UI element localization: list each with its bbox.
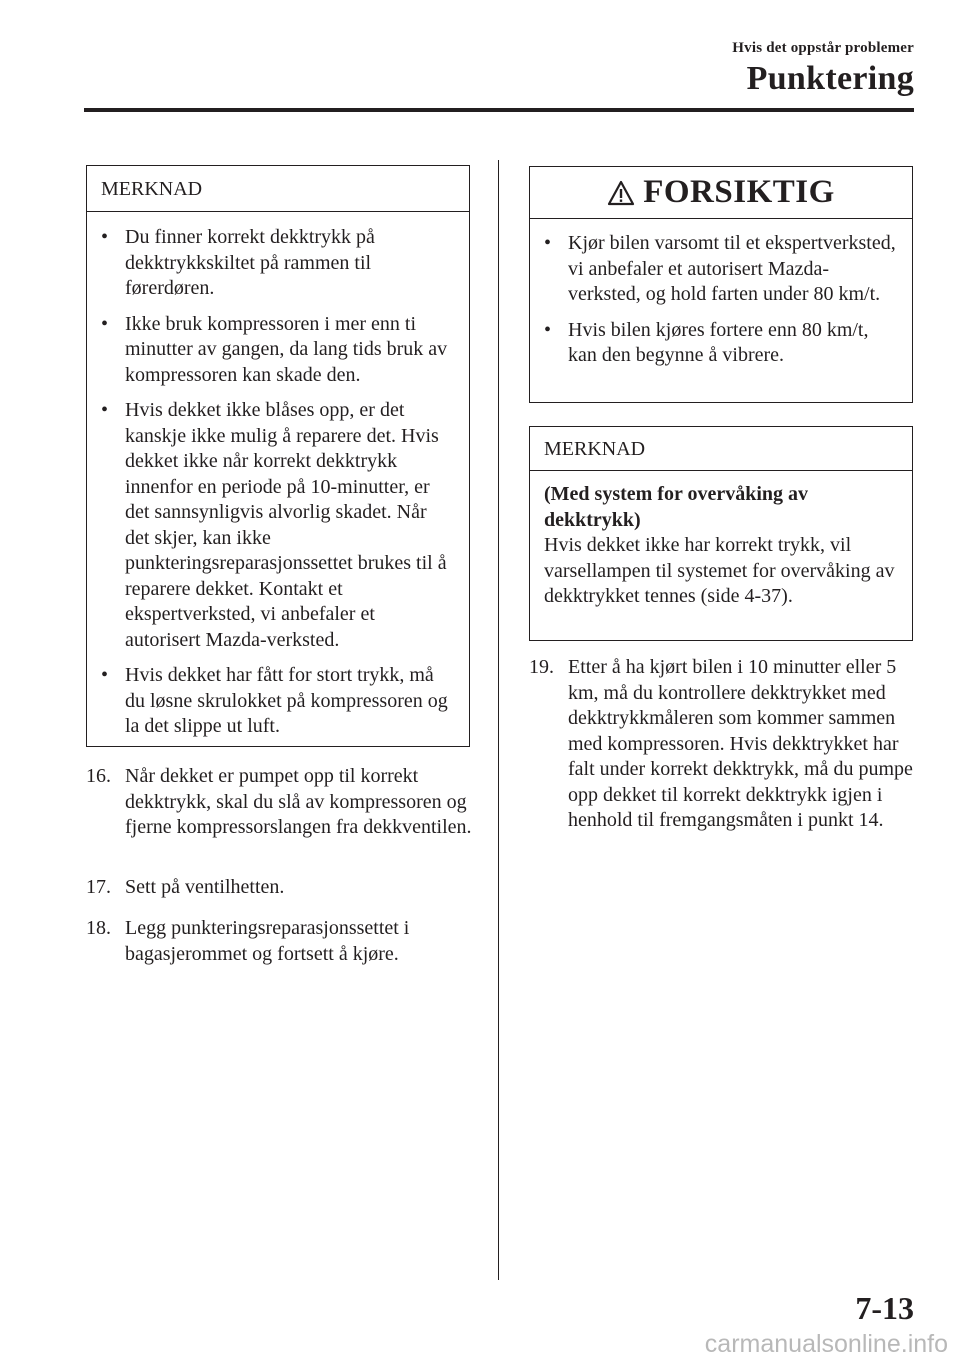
note-body: [530, 471, 912, 610]
caution-body: [530, 219, 912, 369]
note-heading: MERKNAD: [530, 427, 912, 471]
caution-bullet: [544, 318, 898, 369]
bullet-icon: •: [101, 312, 109, 335]
note-box-right: [529, 426, 913, 641]
step-item: [529, 655, 913, 834]
note-bullet-text: Hvis dekket har fått for stort trykk, må du løsne skrulokket på kompressoren og la det slippe ut luft.: [125, 664, 448, 737]
note-bullet: [101, 225, 455, 302]
note-box-left: [86, 165, 470, 747]
page-title: Punktering: [746, 60, 914, 97]
step-text: Sett på ventilhetten.: [125, 876, 285, 898]
bullet-icon: •: [544, 318, 552, 341]
step-item: [86, 916, 476, 967]
bullet-icon: •: [101, 399, 109, 421]
step-number: 19.: [529, 656, 554, 678]
bullet-icon: •: [544, 232, 552, 254]
note-bullet-text: Ikke bruk kompressoren i mer enn ti minutter av gangen, da lang tids bruk av kompressoren kan skade den.: [125, 312, 448, 386]
note-bullet: [101, 663, 455, 740]
caution-box: [529, 166, 913, 403]
note-bullet: [101, 312, 455, 389]
note-subheading: (Med system for overvåking av dekktrykk): [544, 483, 809, 531]
bullet-icon: •: [101, 664, 109, 686]
step-number: 17.: [86, 876, 111, 898]
column-divider: [498, 160, 499, 1280]
note-bullet: [101, 398, 455, 653]
step-text: Når dekket er pumpet opp til korrekt dekktrykk, skal du slå av kompressoren og fjerne kompressorslangen fra dekkventilen.: [125, 765, 472, 838]
page-number: 7-13: [855, 1290, 914, 1326]
step-number: 16.: [86, 765, 111, 787]
watermark: carmanualsonline.info: [704, 1330, 948, 1358]
step-number: 18.: [86, 917, 111, 939]
step-item: [86, 875, 476, 901]
step-item: [86, 764, 476, 841]
step-text: Legg punkteringsreparasjonssettet i bagasjerommet og fortsett å kjøre.: [125, 917, 410, 965]
note-bullet-text: Du finner korrekt dekktrykk på dekktrykkskiltet på rammen til førerdøren.: [125, 226, 375, 299]
note-body: [87, 212, 469, 740]
caution-bullet: [544, 231, 898, 308]
caution-bullet-text: Kjør bilen varsomt til et ekspertverksted, vi anbefaler et autorisert Mazda-verksted, og hold farten under 80 km/t.: [568, 232, 896, 305]
header-rule: [84, 108, 914, 112]
note-text: Hvis dekket ikke har korrekt trykk, vil varsellampen til systemet for overvåking av dekktrykket tennes (side 4-37).: [544, 534, 895, 607]
step-text: Etter å ha kjørt bilen i 10 minutter eller 5 km, må du kontrollere dekktrykket med dekktrykkmåleren som kommer sammen med kompressoren. Hvis dekktrykket har falt under korrekt dekktrykk, må du pumpe opp dekket til korrekt dekktrykk igjen i henhold til fremgangsmåten i punkt 14.: [568, 656, 913, 831]
caution-heading: [530, 167, 912, 219]
warning-triangle-icon: [607, 180, 635, 206]
caution-bullet-text: Hvis bilen kjøres fortere enn 80 km/t, kan den begynne å vibrere.: [568, 318, 869, 366]
note-bullet-text: Hvis dekket ikke blåses opp, er det kanskje ikke mulig å reparere det. Hvis dekket ikke når korrekt dekktrykk innenfor en periode på 10-minutter, er det sannsynligvis alvorlig skadet. Når det skjer, kan ikke punkteringsreparasjonssettet brukes til å reparere dekket. Kontakt et ekspertverksted, vi anbefaler et autorisert Mazda-verksted.: [125, 399, 447, 651]
note-heading: MERKNAD: [87, 166, 469, 212]
section-label: Hvis det oppstår problemer: [732, 40, 914, 56]
bullet-icon: •: [101, 226, 109, 248]
caution-title: FORSIKTIG: [643, 174, 835, 210]
